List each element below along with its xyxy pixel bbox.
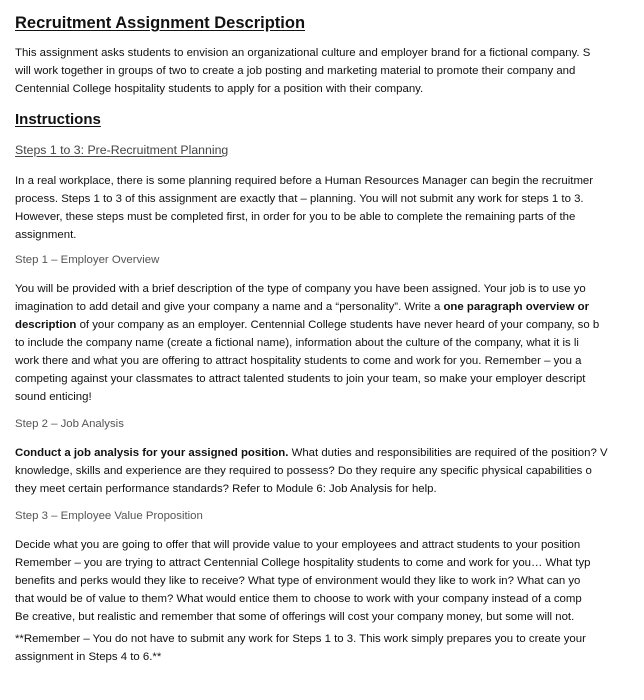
step2-bold-text: Conduct a job analysis for your assigned position. (15, 447, 289, 459)
step2-paragraph (15, 444, 608, 498)
step1-text: of your company as an employer. Centennial College students have never heard of your company, so b (76, 319, 600, 331)
step3-heading: Step 3 – Employee Value Proposition (15, 510, 203, 522)
step3-line: Decide what you are going to offer that will provide value to your employees and attract students to your position (15, 539, 581, 551)
step1-bold-text: one paragraph overview or (443, 301, 590, 313)
step1-text: imagination to add detail and give your company a name and a “personality”. Write a (15, 301, 444, 313)
step2-line: knowledge, skills and experience are they required to possess? Do they require any specific physical capabilities o (15, 465, 592, 477)
reminder-paragraph (15, 630, 586, 666)
step1-line: sound enticing! (15, 391, 92, 403)
step1-line: work there and what you are offering to attract hospitality students to come and work for you. Remember – you a (15, 355, 582, 367)
intro-paragraph (15, 44, 590, 98)
planning-line: process. Steps 1 to 3 of this assignment are exactly that – planning. You will not submit any work for steps 1 to 3. (15, 193, 584, 205)
reminder-line: **Remember – You do not have to submit any work for Steps 1 to 3. This work simply prepares you to create your (15, 633, 586, 645)
planning-heading: Steps 1 to 3: Pre-Recruitment Planning (15, 143, 229, 157)
step2-line: they meet certain performance standards? Refer to Module 6: Job Analysis for help. (15, 483, 437, 495)
step3-line: Remember – you are trying to attract Centennial College hospitality students to come and work for you… What typ (15, 557, 591, 569)
instructions-heading: Instructions (15, 111, 101, 128)
step1-line (15, 316, 599, 334)
step3-paragraph (15, 536, 591, 626)
intro-line: Centennial College hospitality students to apply for a position with their company. (15, 83, 424, 95)
step1-paragraph (15, 280, 599, 406)
intro-line: will work together in groups of two to create a job posting and marketing material to promote their company and (15, 65, 576, 77)
planning-line: In a real workplace, there is some planning required before a Human Resources Manager can begin the recruitmer (15, 175, 594, 187)
step2-text: What duties and responsibilities are required of the position? V (288, 447, 608, 459)
intro-line: This assignment asks students to envision an organizational culture and employer brand for a fictional company. S (15, 47, 591, 59)
reminder-line: assignment in Steps 4 to 6.** (15, 651, 162, 663)
step3-line: benefits and perks would they like to receive? What type of environment would they like to work in? What can yo (15, 575, 581, 587)
document-title: Recruitment Assignment Description (15, 14, 306, 32)
planning-paragraph (15, 172, 593, 244)
step3-line: Be creative, but realistic and remember that some of offerings will cost your company money, but some will not. (15, 611, 575, 623)
step1-bold-text: description (15, 319, 77, 331)
step2-line (15, 444, 608, 462)
step2-heading: Step 2 – Job Analysis (15, 418, 124, 430)
planning-line: However, these steps must be completed first, in order for you to be able to complete the remaining parts of the (15, 211, 576, 223)
step1-line: to include the company name (create a fictional name), information about the culture of the company, what it is li (15, 337, 579, 349)
planning-line: assignment. (15, 229, 77, 241)
step3-line: that would be of value to them? What would entice them to choose to work with your company instead of a comp (15, 593, 582, 605)
step1-line: competing against your classmates to attract talented students to join your team, so make your employer descript (15, 373, 586, 385)
step1-line (15, 298, 599, 316)
step1-line: You will be provided with a brief description of the type of company you have been assigned. Your job is to use yo (15, 283, 586, 295)
step1-heading: Step 1 – Employer Overview (15, 254, 160, 266)
